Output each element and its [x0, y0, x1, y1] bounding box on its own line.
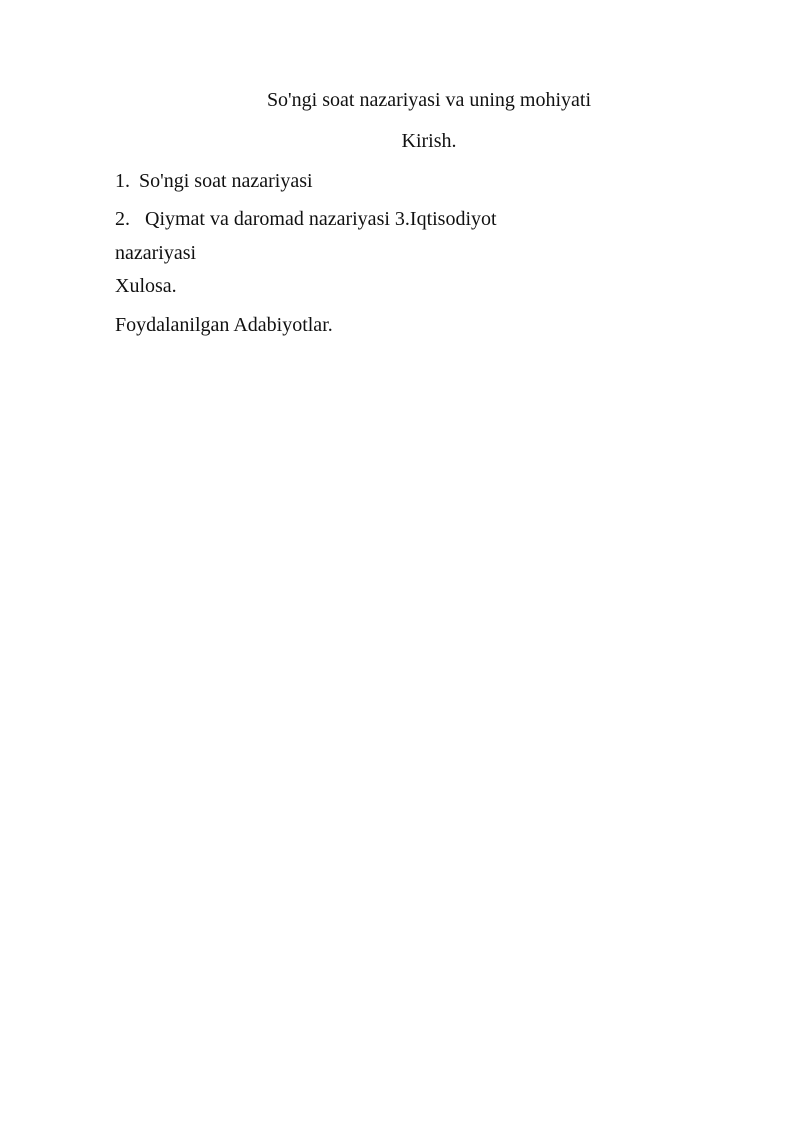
list-item-number: 1. [115, 170, 130, 192]
list-item [115, 207, 497, 231]
list-item-text: So'ngi soat nazariyasi [139, 170, 313, 192]
conclusion-heading: Xulosa. [115, 275, 177, 297]
list-item-continuation: nazariyasi [115, 242, 197, 264]
list-item [115, 169, 313, 193]
references-heading: Foydalanilgan Adabiyotlar. [115, 314, 333, 336]
list-item-text: Qiymat va daromad nazariyasi 3.Iqtisodiyot [145, 208, 497, 230]
list-item-number: 2. [115, 208, 130, 230]
intro-heading: Kirish. [401, 130, 457, 152]
document-title: So'ngi soat nazariyasi va uning mohiyati [266, 89, 592, 111]
